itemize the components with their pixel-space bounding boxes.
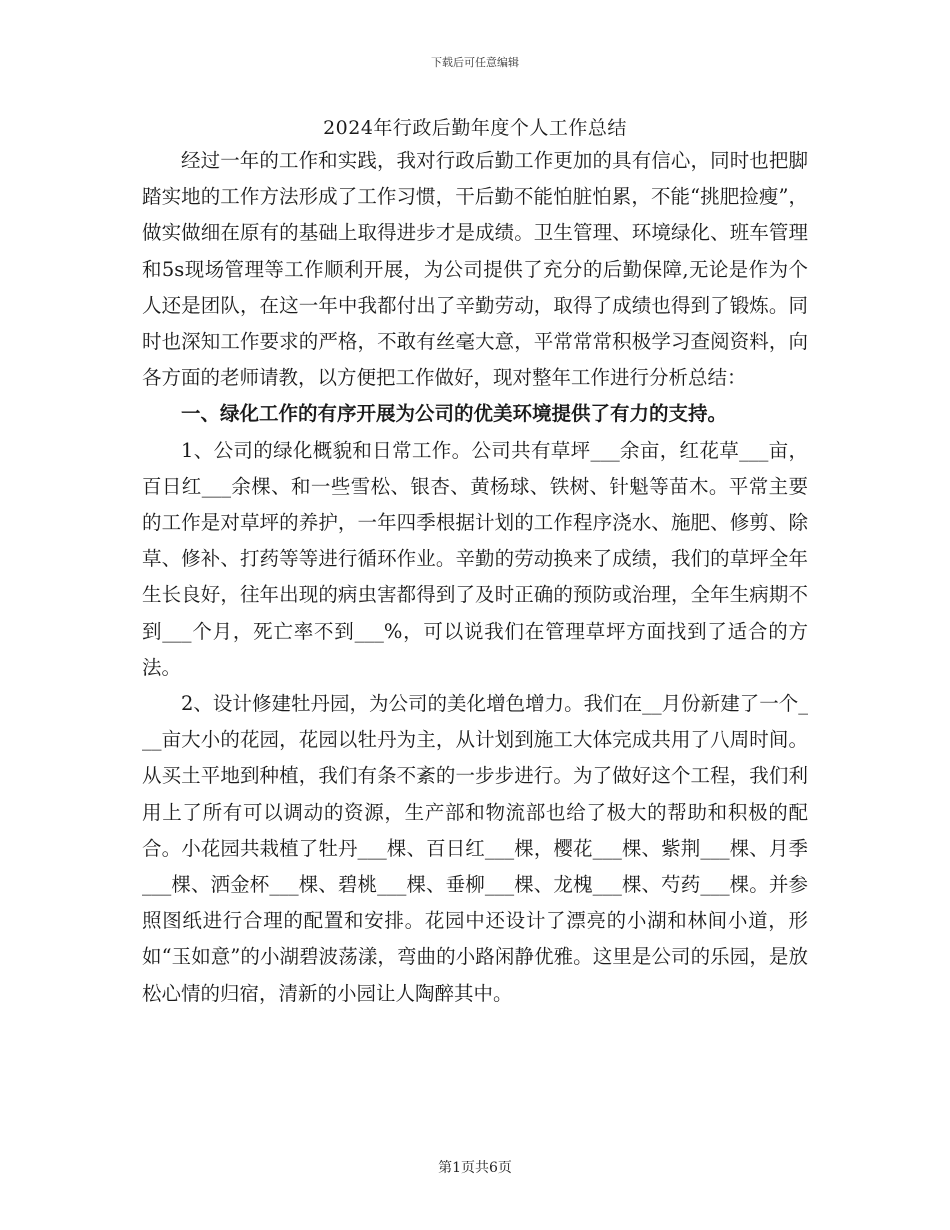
section-heading-greening: 一、绿化工作的有序开展为公司的优美环境提供了有力的支持。 <box>181 402 728 426</box>
page-number: 第1页共6页 <box>438 1160 512 1176</box>
header-note: 下载后可任意编辑 <box>431 56 519 69</box>
document-body <box>142 143 808 1012</box>
intro-paragraph: 经过一年的工作和实践，我对行政后勤工作更加的具有信心，同时也把脚踏实地的工作方法形成了工作习惯，干后勤不能怕脏怕累，不能“挑肥捡瘦”，做实做细在原有的基础上取得进步才是成绩。卫生管理、环境绿化、班车管理和5s现场管理等工作顺利开展，为公司提供了充分的后勤保障,无论是作为个人还是团队，在这一年中我都付出了辛勤劳动，取得了成绩也得到了锻炼。同时也深知工作要求的严格，不敢有丝毫大意，平常常常积极学习查阅资料，向各方面的老师请教，以方便把工作做好，现对整年工作进行分析总结： <box>142 149 808 390</box>
paragraph-peony-garden: 2、设计修建牡丹园，为公司的美化增色增力。我们在__月份新建了一个___亩大小的花园，花园以牡丹为主，从计划到施工大体完成共用了八周时间。从买土平地到种植，我们有条不紊的一步步进行。为了做好这个工程，我们利用上了所有可以调动的资源，生产部和物流部也给了极大的帮助和积极的配合。小花园共栽植了牡丹___棵、百日红___棵，樱花___棵、紫荆___棵、月季___棵、洒金杯___棵、碧桃___棵、垂柳___棵、龙槐___棵、芍药___棵。并参照图纸进行合理的配置和安排。花园中还设计了漂亮的小湖和林间小道，形如“玉如意”的小湖碧波荡漾，弯曲的小路闲静优雅。这里是公司的乐园，是放松心情的归宿，清新的小园让人陶醉其中。 <box>142 692 808 1005</box>
paragraph-greening-overview: 1、公司的绿化概貌和日常工作。公司共有草坪___余亩，红花草___亩，百日红___余棵、和一些雪松、银杏、黄杨球、铁树、针魁等苗木。平常主要的工作是对草坪的养护，一年四季根据计划的工作程序浇水、施肥、修剪、除草、修补、打药等等进行循环作业。辛勤的劳动换来了成绩，我们的草坪全年生长良好，往年出现的病虫害都得到了及时正确的预防或治理，全年生病期不到___个月，死亡率不到___%，可以说我们在管理草坪方面找到了适合的方法。 <box>142 438 808 679</box>
document-title: 2024年行政后勤年度个人工作总结 <box>323 117 627 139</box>
